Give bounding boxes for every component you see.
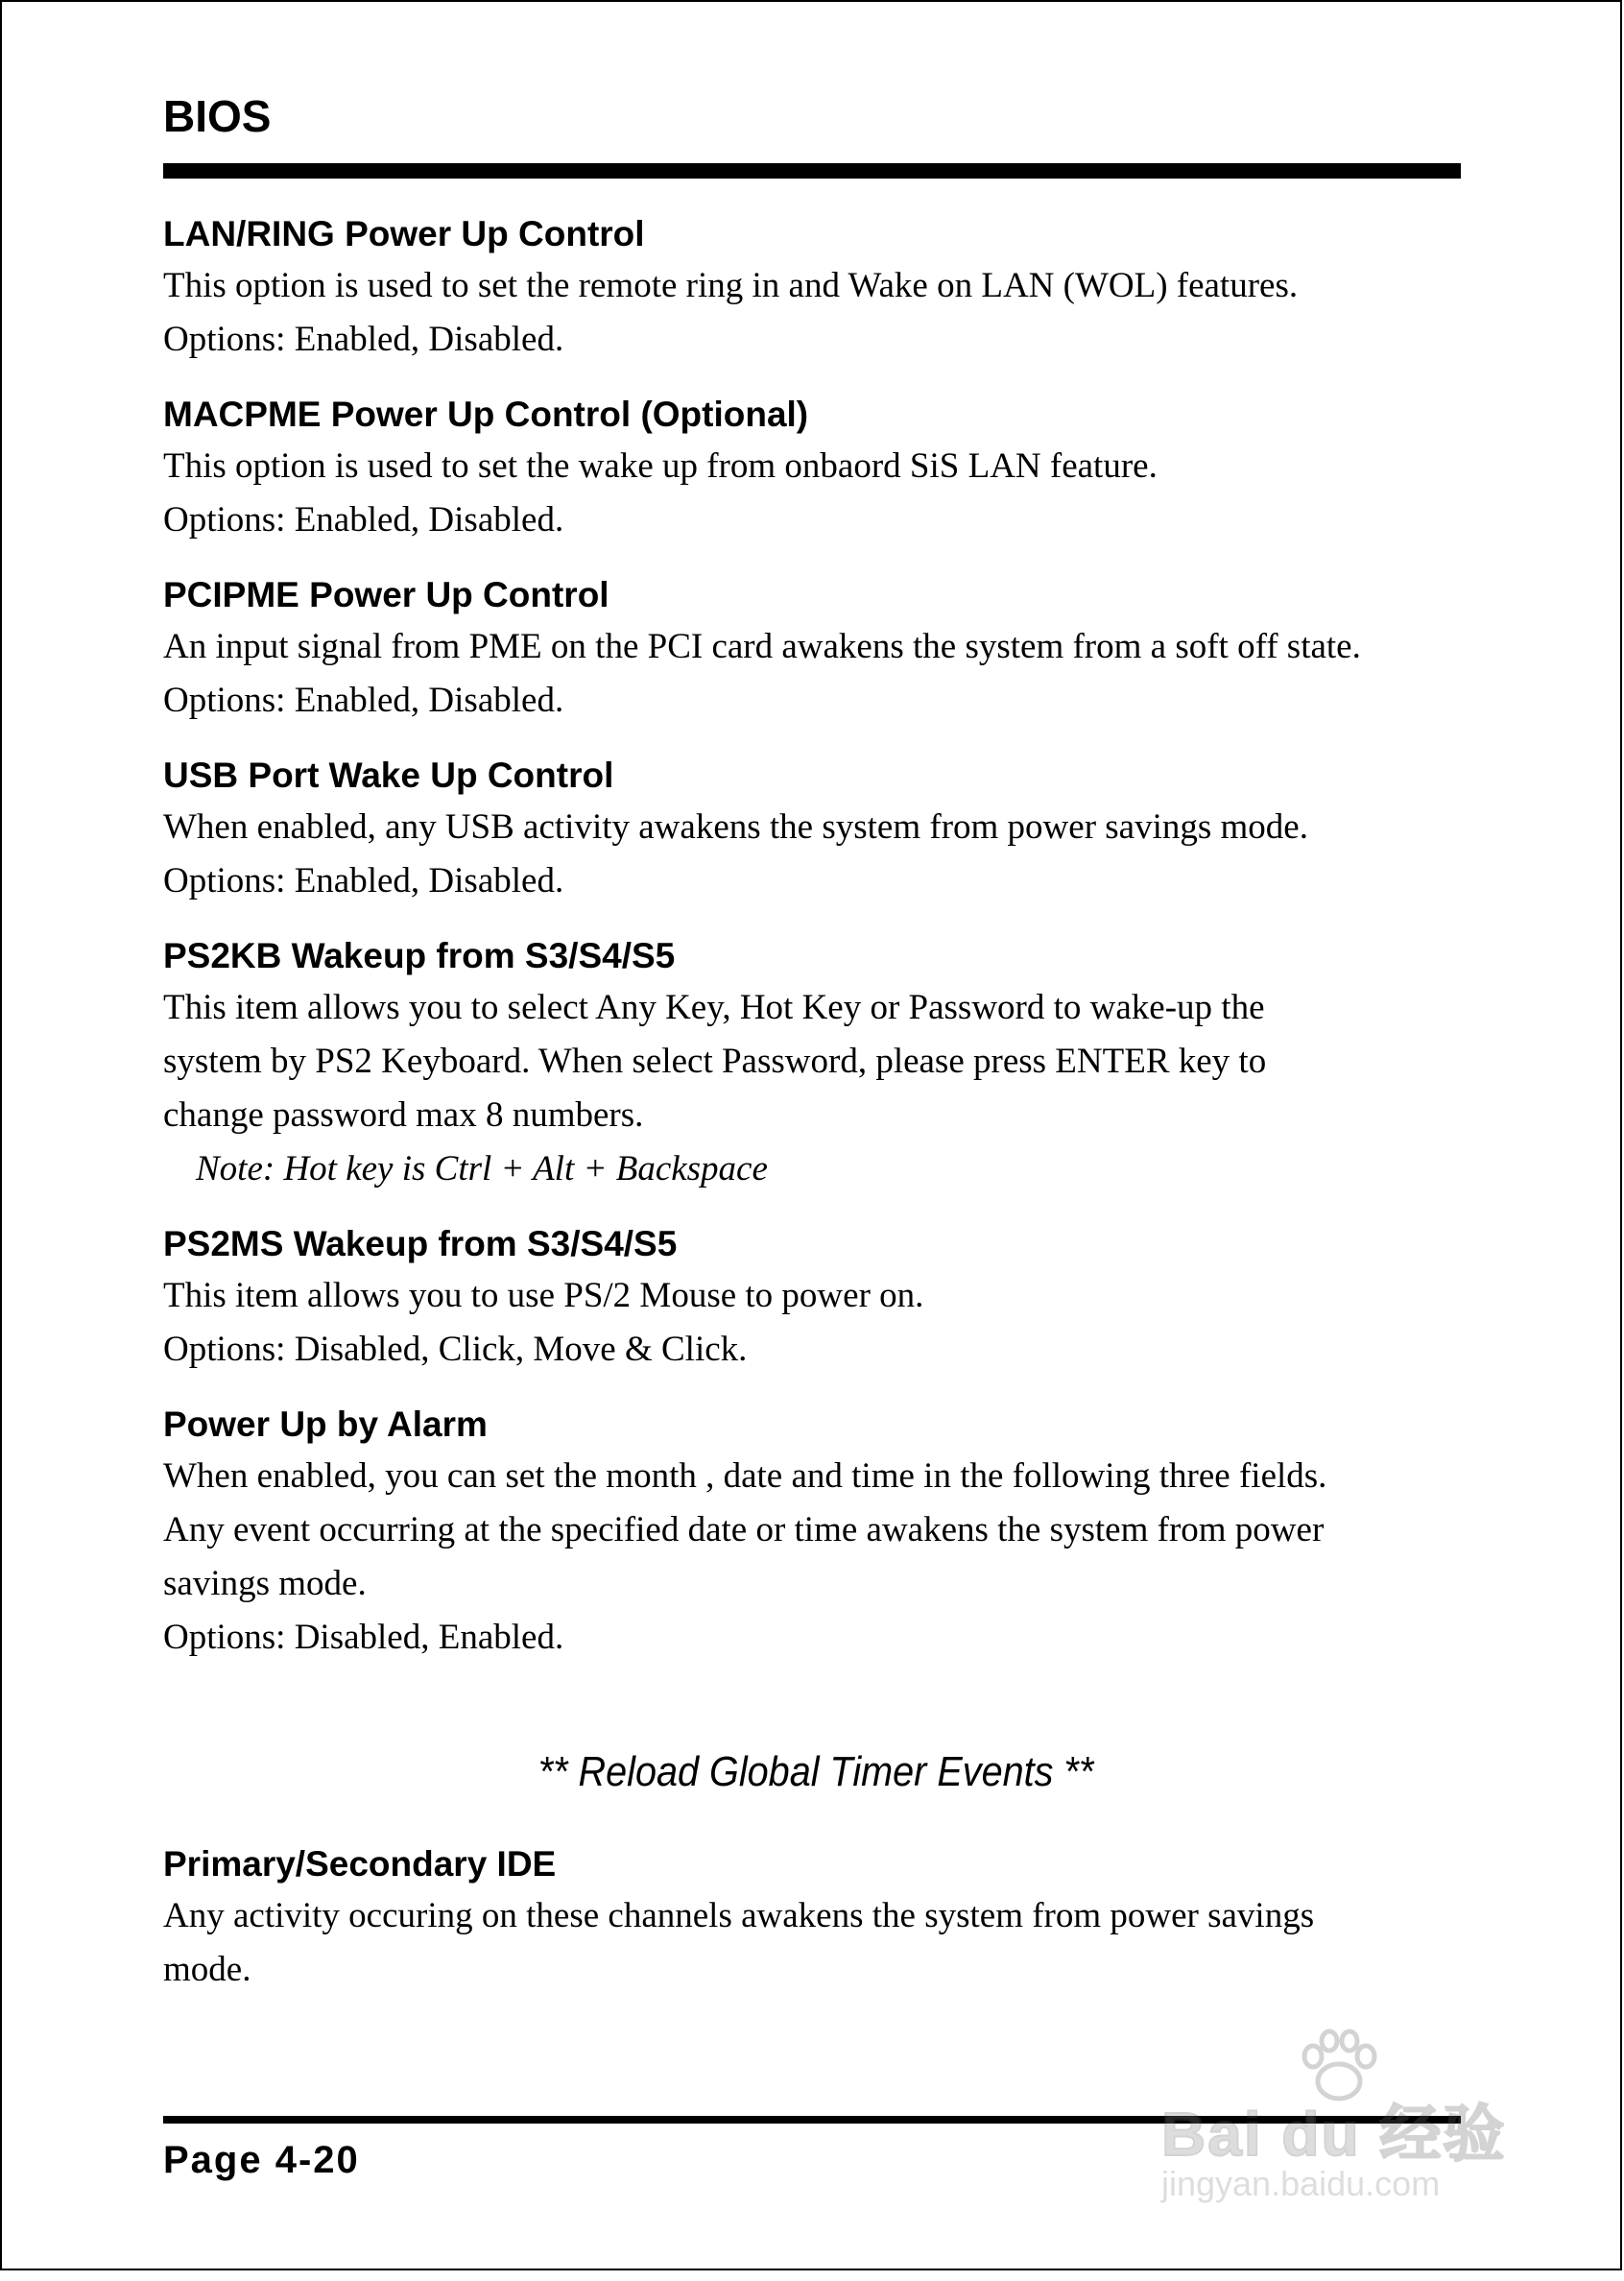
section-heading: LAN/RING Power Up Control: [163, 214, 645, 253]
section-pcipme: [163, 570, 1469, 728]
section-options: Options: Enabled, Disabled.: [163, 681, 564, 720]
section-primary-secondary-ide: [163, 1839, 1469, 1997]
watermark-url: jingyan.baidu.com: [1161, 2164, 1441, 2203]
section-heading: Power Up by Alarm: [163, 1405, 488, 1444]
section-text: savings mode.: [163, 1564, 367, 1603]
baidu-watermark: [1142, 2028, 1536, 2220]
section-text: Any activity occuring on these channels awakens the system from power savings: [163, 1896, 1315, 1935]
section-heading: PS2MS Wakeup from S3/S4/S5: [163, 1224, 678, 1263]
section-heading: MACPME Power Up Control (Optional): [163, 395, 809, 434]
section-text: Any event occurring at the specified date or time awakens the system from power: [163, 1510, 1325, 1549]
section-ps2ms-wakeup: [163, 1219, 1469, 1377]
section-heading: PS2KB Wakeup from S3/S4/S5: [163, 936, 676, 975]
page-number: Page 4-20: [163, 2139, 360, 2181]
section-options: Options: Enabled, Disabled.: [163, 500, 564, 540]
section-text: This option is used to set the remote ring in and Wake on LAN (WOL) features.: [163, 266, 1299, 305]
section-options: Options: Enabled, Disabled.: [163, 861, 564, 900]
section-text: This item allows you to select Any Key, Hot Key or Password to wake-up the: [163, 988, 1265, 1027]
section-heading: PCIPME Power Up Control: [163, 575, 609, 614]
section-options: Options: Enabled, Disabled.: [163, 320, 564, 359]
section-text: system by PS2 Keyboard. When select Password, please press ENTER key to: [163, 1042, 1267, 1081]
section-text: When enabled, any USB activity awakens the system from power savings mode.: [163, 807, 1308, 847]
section-text: mode.: [163, 1950, 251, 1989]
section-text: When enabled, you can set the month , date and time in the following three fields.: [163, 1456, 1327, 1496]
watermark-brand: Bai du 经验: [1161, 2100, 1507, 2169]
section-heading: Primary/Secondary IDE: [163, 1844, 557, 1884]
section-macpme: [163, 390, 1469, 547]
header-rule: [163, 163, 1461, 179]
section-heading: USB Port Wake Up Control: [163, 756, 614, 795]
section-lan-ring: [163, 209, 1469, 367]
section-options: Options: Disabled, Click, Move & Click.: [163, 1330, 748, 1369]
section-text: This option is used to set the wake up from onbaord SiS LAN feature.: [163, 446, 1158, 486]
section-power-up-alarm: [163, 1400, 1469, 1665]
section-text: change password max 8 numbers.: [163, 1095, 644, 1135]
section-ps2kb-wakeup: [163, 931, 1469, 1196]
section-text: This item allows you to use PS/2 Mouse to power on.: [163, 1276, 924, 1315]
page-content: [163, 209, 1469, 2020]
page-header-title: BIOS: [163, 91, 272, 141]
section-usb-wake: [163, 751, 1469, 908]
section-text: An input signal from PME on the PCI card awakens the system from a soft off state.: [163, 627, 1361, 666]
section-note: Note: Hot key is Ctrl + Alt + Backspace: [196, 1149, 768, 1189]
section-options: Options: Disabled, Enabled.: [163, 1618, 564, 1657]
reload-global-timer-heading: ** Reload Global Timer Events **: [537, 1748, 1094, 1795]
